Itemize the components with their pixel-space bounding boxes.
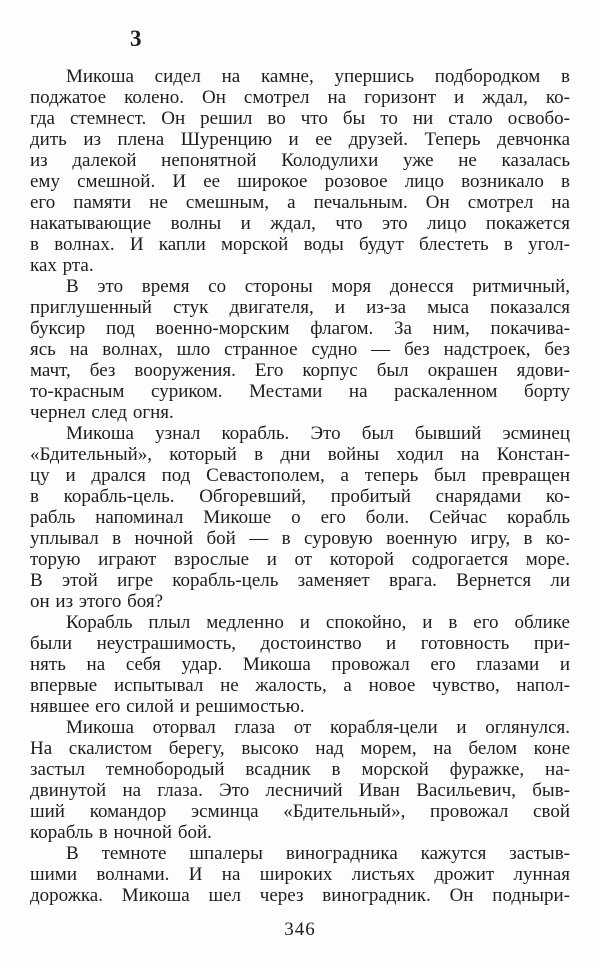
text-line: приглушенный стук двигателя, и из-за мыса показался (30, 297, 570, 318)
text-line: из далекой непонятной Колодулихи уже не казалась (30, 150, 570, 171)
text-line: ший командор эсминца «Бдительный», провожал свой (30, 801, 570, 822)
text-line: В темноте шпалеры виноградника кажутся застыв- (66, 843, 570, 864)
text-line: В это время со стороны моря донесся ритмичный, (66, 276, 570, 297)
text-line: В этой игре корабль-цель заменяет врага. Вернется ли (30, 570, 570, 591)
text-line: буксир под военно-морским флагом. За ним, покачива- (30, 318, 570, 339)
text-line: нявшее его силой и решимостью. (30, 696, 305, 717)
text-line: Корабль плыл медленно и спокойно, и в его облике (66, 612, 570, 633)
text-line: его памяти не смешным, а печальным. Он смотрел на (30, 192, 570, 213)
text-line: шими волнами. И на широких листьях дрожит лунная (30, 864, 570, 885)
text-line: «Бдительный», который в дни войны ходил на Констан- (30, 444, 570, 465)
text-line: торую играют взрослые и от которой содрогается море. (30, 549, 570, 570)
text-line: ках рта. (30, 255, 94, 276)
text-line: уплывал в ночной бой — в суровую военную игру, в ко- (30, 528, 570, 549)
text-line: поджатое колено. Он смотрел на горизонт и ждал, ко- (30, 87, 570, 108)
text-line: корабль в ночной бой. (30, 822, 212, 843)
paragraph (30, 276, 570, 423)
paragraph (30, 423, 570, 612)
page-number: 346 (284, 919, 316, 940)
text-line: он из этого боя? (30, 591, 164, 612)
text-line: Микоша узнал корабль. Это был бывший эсминец (66, 423, 570, 444)
text-line: в корабль-цель. Обгоревший, пробитый снарядами ко- (30, 486, 570, 507)
text-line: Микоша оторвал глаза от корабля-цели и оглянулся. (66, 717, 570, 738)
text-line: нять на себя удар. Микоша провожал его глазами и (30, 654, 570, 675)
text-line: На скалистом берегу, высоко над морем, на белом коне (30, 738, 570, 759)
text-line: были неустрашимость, достоинство и готовность при- (30, 633, 570, 654)
text-line: гда стемнест. Он решил во что бы то ни стало освобо- (30, 108, 570, 129)
text-line: рабль напоминал Микоше о его боли. Сейчас корабль (30, 507, 570, 528)
paragraph (30, 612, 570, 717)
text-line: Микоша сидел на камне, упершись подбородком в (66, 66, 570, 87)
text-line: чернел след огня. (30, 402, 174, 423)
chapter-heading: 3 (130, 26, 142, 51)
text-line: в волнах. И капли морской воды будут блестеть в угол- (30, 234, 570, 255)
text-line: то-красным суриком. Местами на раскаленном борту (30, 381, 570, 402)
paragraph (30, 66, 570, 276)
text-line: мачт, без вооружения. Его корпус был окрашен ядови- (30, 360, 570, 381)
text-line: ясь на волнах, шло странное судно — без надстроек, без (30, 339, 570, 360)
text-block (30, 66, 570, 906)
paragraph (30, 717, 570, 843)
text-line: ему смешной. И ее широкое розовое лицо возникало в (30, 171, 570, 192)
paragraph (30, 843, 570, 906)
text-line: накатывающие волны и ждал, что это лицо покажется (30, 213, 570, 234)
text-line: двинутой на глаза. Это лесничий Иван Васильевич, быв- (30, 780, 570, 801)
text-line: впервые испытывал не жалость, а новое чувство, напол- (30, 675, 570, 696)
text-line: дорожка. Микоша шел через виноградник. Он подныри- (30, 885, 570, 906)
text-line: цу и дрался под Севастополем, а теперь был превращен (30, 465, 570, 486)
text-line: дить из плена Шуренцию и ее друзей. Теперь девчонка (30, 129, 570, 150)
text-line: застыл темнобородый всадник в морской фуражке, на- (30, 759, 570, 780)
